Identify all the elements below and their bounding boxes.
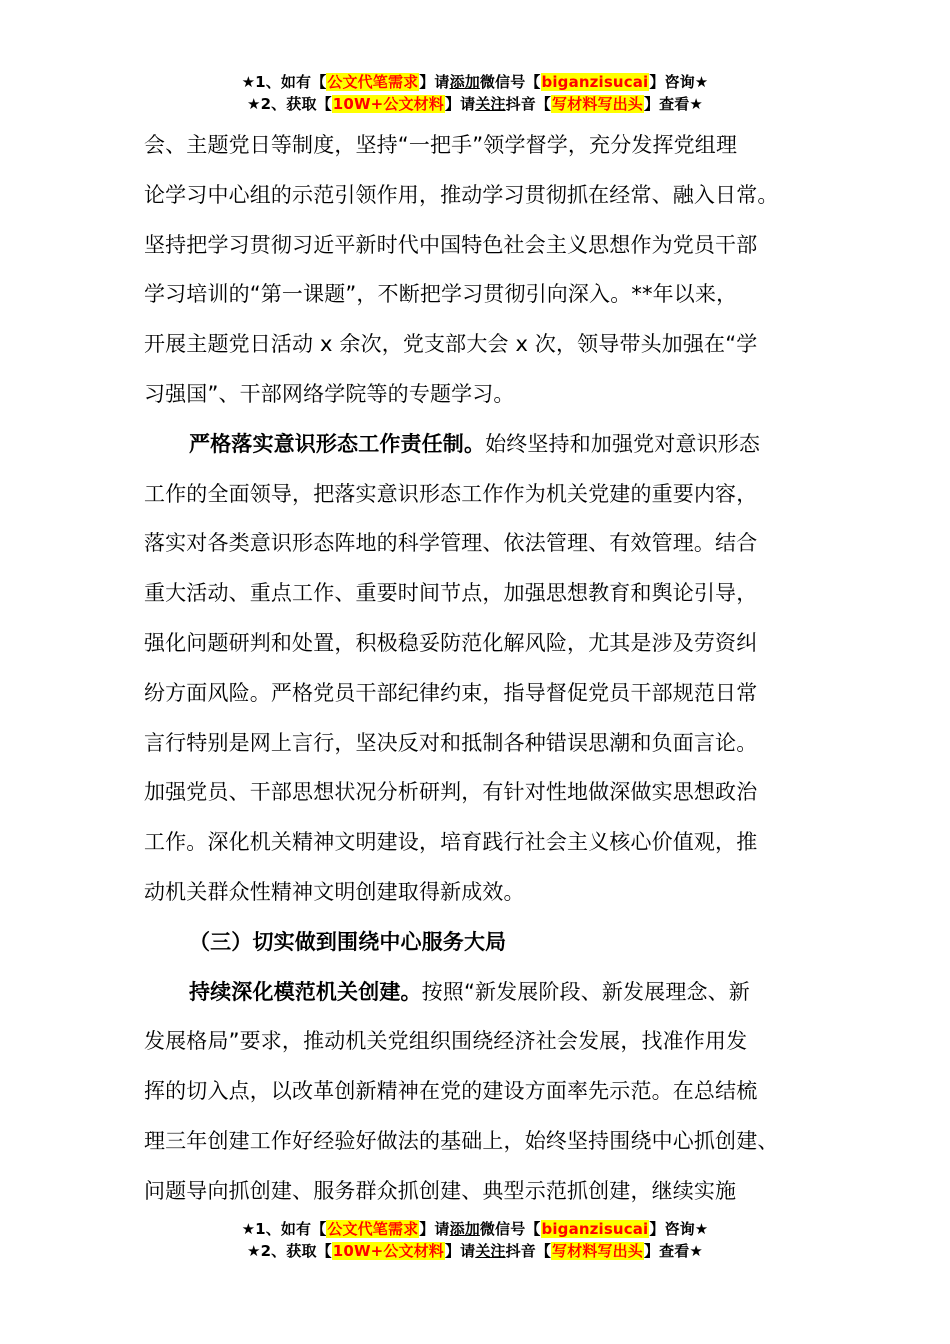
text-line: 开展主题党日活动 x 余次，党支部大会 x 次，领导带头加强在“学 <box>144 332 758 357</box>
text-line: 动机关群众性精神文明创建取得新成效。 <box>144 879 525 904</box>
text-line: 问题导向抓创建、服务群众抓创建、典型示范抓创建，继续实施 <box>144 1178 737 1203</box>
highlight-text: 10W+公文材料 <box>332 1242 444 1260</box>
text-line: 落实对各类意识形态阵地的科学管理、依法管理、有效管理。结合 <box>144 531 758 556</box>
highlight-text: 公文代笔需求 <box>327 1220 419 1238</box>
text-line: 坚持把学习贯彻习近平新时代中国特色社会主义思想作为党员干部 <box>144 232 758 257</box>
document-body <box>144 121 816 1217</box>
paragraph-start: 持续深化模范机关创建。按照“新发展阶段、新发展理念、新 <box>189 979 750 1004</box>
highlight-text: 公文代笔需求 <box>327 73 419 91</box>
banner-line-1: ★1、如有【公文代笔需求】请添加微信号【biganzisucai】咨询★ <box>241 1220 709 1238</box>
paragraph-start: 严格落实意识形态工作责任制。始终坚持和加强党对意识形态 <box>189 431 761 456</box>
text-line: 习强国”、干部网络学院等的专题学习。 <box>144 381 515 406</box>
text-line: 工作的全面领导，把落实意识形态工作作为机关党建的重要内容， <box>144 481 758 506</box>
paragraph-lead: 持续深化模范机关创建。 <box>189 979 422 1004</box>
highlight-text: 10W+公文材料 <box>332 95 444 113</box>
text-line: 会、主题党日等制度，坚持“一把手”领学督学，充分发挥党组理 <box>144 133 738 157</box>
banner-line-2: ★2、获取【10W+公文材料】请关注抖音【写材料写出头】查看★ <box>246 95 704 113</box>
text-line: 学习培训的“第一课题”，不断把学习贯彻引向深入。**年以来， <box>144 282 738 307</box>
section-heading: （三）切实做到围绕中心服务大局 <box>189 929 507 954</box>
header-banner <box>0 71 950 115</box>
text-line: 工作。深化机关精神文明建设，培育践行社会主义核心价值观，推 <box>144 830 758 855</box>
banner-line-1: ★1、如有【公文代笔需求】请添加微信号【biganzisucai】咨询★ <box>241 73 709 91</box>
text-line: 言行特别是网上言行，坚决反对和抵制各种错误思潮和负面言论。 <box>144 730 758 755</box>
text-line: 重大活动、重点工作、重要时间节点，加强思想教育和舆论引导， <box>144 581 758 606</box>
douyin-account: 写材料写出头 <box>552 95 643 113</box>
wechat-id: biganzisucai <box>541 1220 649 1238</box>
banner-line-2: ★2、获取【10W+公文材料】请关注抖音【写材料写出头】查看★ <box>246 1242 704 1260</box>
footer-banner <box>0 1218 950 1262</box>
paragraph-lead: 严格落实意识形态工作责任制。 <box>189 431 486 456</box>
text-line: 纷方面风险。严格党员干部纪律约束，指导督促党员干部规范日常 <box>144 680 758 705</box>
text-line: 加强党员、干部思想状况分析研判，有针对性地做深做实思想政治 <box>144 780 758 805</box>
text-line: 论学习中心组的示范引领作用，推动学习贯彻抓在经常、融入日常。 <box>144 182 779 207</box>
text-line: 挥的切入点，以改革创新精神在党的建设方面率先示范。在总结梳 <box>144 1079 758 1104</box>
text-line: 强化问题研判和处置，积极稳妥防范化解风险，尤其是涉及劳资纠 <box>144 630 758 655</box>
wechat-id: biganzisucai <box>541 73 649 91</box>
text-line: 发展格局”要求，推动机关党组织围绕经济社会发展，找准作用发 <box>144 1029 748 1054</box>
text-line: 理三年创建工作好经验好做法的基础上，始终坚持围绕中心抓创建、 <box>144 1128 779 1153</box>
douyin-account: 写材料写出头 <box>552 1242 643 1260</box>
